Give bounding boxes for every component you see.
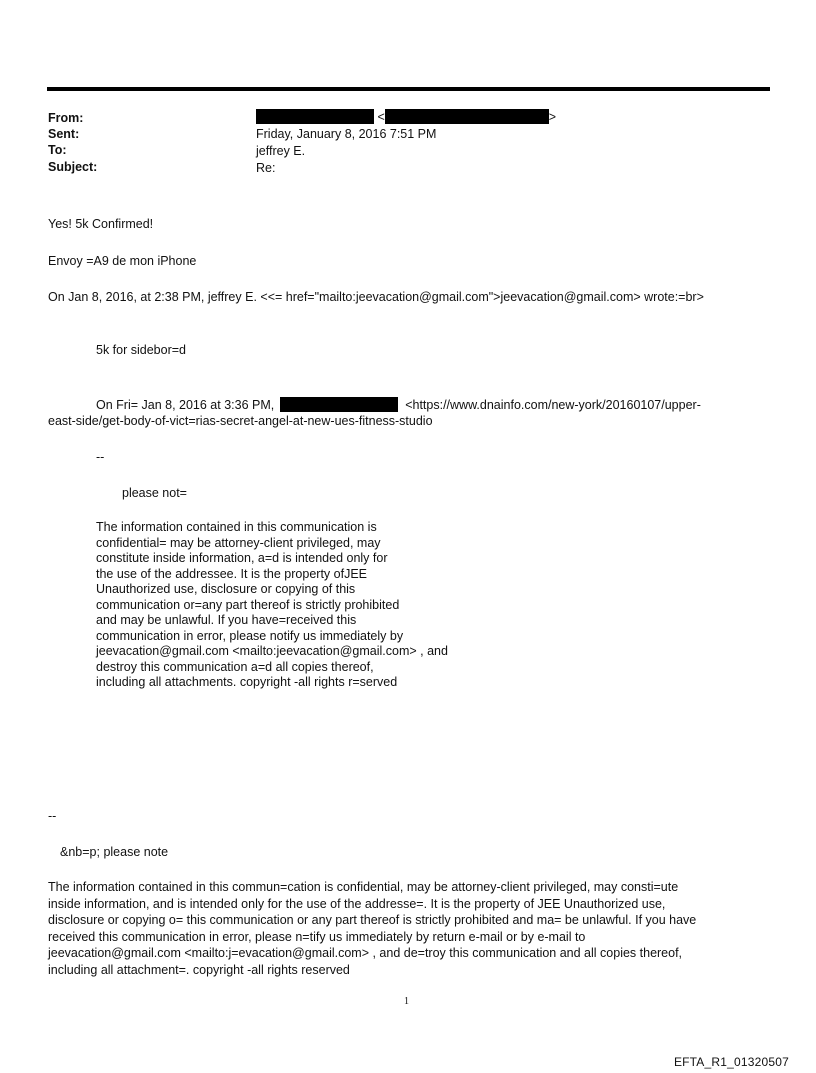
subject-label: Subject: <box>48 160 98 174</box>
body-line: On Jan 8, 2016, at 2:38 PM, jeffrey E. <<= href="mailto:jeevacation@gmail.com">jeevacation@gmail.com> wrote:=br> <box>48 290 704 304</box>
from-label: From: <box>48 111 84 125</box>
page-number: 1 <box>404 996 409 1007</box>
sent-value: Friday, January 8, 2016 7:51 PM <box>256 127 437 141</box>
redaction-box <box>385 109 549 124</box>
please-note-line: please not= <box>122 486 187 500</box>
to-label: To: <box>48 143 67 157</box>
signature-dashes: -- <box>48 809 57 823</box>
from-lt: < <box>377 110 385 124</box>
from-value <box>256 109 556 125</box>
subject-value: Re: <box>256 161 276 175</box>
header-divider <box>47 87 770 91</box>
redaction-box <box>280 397 398 412</box>
body-line: Yes! 5k Confirmed! <box>48 217 154 231</box>
body-line: 5k for sidebor=d <box>96 343 186 357</box>
confidentiality-notice: The information contained in this commun=cation is confidential, may be attorney-client privileged, may consti=ute inside information, and is intended only for the use of the addresse=. It is the property of JEE Unauthorized use, disclosure or copying o= this communication or any part thereof is strictly prohibited and ma= be unlawful. If you have received this communication in error, please n=tify us immediately by return e-mail or by e-mail to jeevacation@gmail.com <mailto:j=evacation@gmail.com> , and de=troy this communication and all copies thereof, including all attachment=. copyright -all rights reserved <box>48 880 697 977</box>
document-id: EFTA_R1_01320507 <box>673 1055 789 1069</box>
body-line: east-side/get-body-of-vict=rias-secret-angel-at-new-ues-fitness-studio <box>48 414 433 428</box>
quote-intro: On Fri= Jan 8, 2016 at 3:36 PM, <box>96 398 275 412</box>
to-value: jeffrey E. <box>256 144 306 158</box>
from-gt: > <box>548 110 557 124</box>
signature-dashes: -- <box>96 450 105 464</box>
confidentiality-notice: The information contained in this communication is confidential= may be attorney-client privileged, may constitute inside information, a=d is intended only for the use of the addressee. It is the property ofJEE Unauthorized use, disclosure or copying of this communication or=any part thereof is strictly prohibited and may be unlawful. If you have=received this communication in error, please notify us immediately by jeevacation@gmail.com <mailto:jeevacation@gmail.com> , and destroy this communication a=d all copies thereof, including all attachments. copyright -all rights r=served <box>96 520 448 689</box>
redaction-box <box>256 109 374 124</box>
please-note-line: &nb=p; please note <box>60 845 169 859</box>
body-line: Envoy =A9 de mon iPhone <box>48 254 197 268</box>
quote-link: <https://www.dnainfo.com/new-york/20160107/upper- <box>405 398 701 412</box>
body-line <box>96 397 701 413</box>
sent-label: Sent: <box>48 127 80 141</box>
